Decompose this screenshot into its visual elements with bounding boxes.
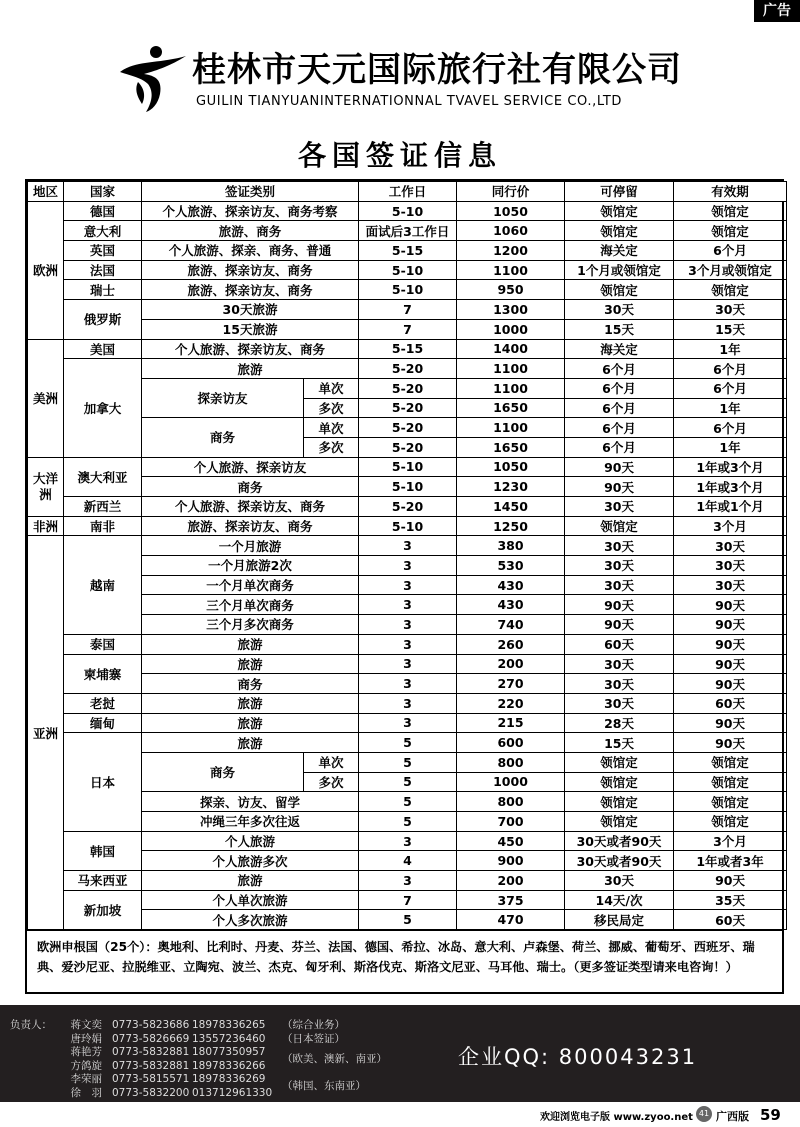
region-cell: 亚洲 [28,536,64,930]
table-row [28,634,787,654]
visa-type-cell: 个人旅游、探亲访友、商务 [142,339,359,359]
visa-type-cell: 30天旅游 [142,300,359,320]
header-country: 国家 [64,182,142,202]
days-cell: 3 [359,654,457,674]
days-cell: 3 [359,634,457,654]
price-cell: 200 [457,871,565,891]
validity-cell: 领馆定 [674,792,787,812]
price-cell: 740 [457,615,565,635]
days-cell: 5 [359,752,457,772]
table-row [28,378,787,398]
visa-type-cell: 个人单次旅游 [142,890,359,910]
contact-name: 徐 羽 [70,1086,102,1099]
days-cell: 3 [359,615,457,635]
days-cell: 5-20 [359,437,457,457]
visa-type-cell: 个人旅游、探亲、商务、普通 [142,241,359,261]
stay-cell: 15天 [565,319,674,339]
entry-type-cell: 单次 [304,418,359,438]
country-cell: 越南 [64,536,142,634]
visa-type-cell: 探亲、访友、留学 [142,792,359,812]
stay-cell: 30天 [565,536,674,556]
visa-type-cell: 三个月多次商务 [142,615,359,635]
price-cell: 1050 [457,457,565,477]
page-title: 各国签证信息 [297,139,502,172]
entry-type-cell: 单次 [304,752,359,772]
stay-cell: 6个月 [565,418,674,438]
visa-type-cell: 商务 [142,752,304,791]
stay-cell: 领馆定 [565,516,674,536]
price-cell: 1000 [457,772,565,792]
country-cell: 俄罗斯 [64,300,142,339]
country-cell: 柬埔寨 [64,654,142,693]
price-cell: 700 [457,812,565,832]
price-cell: 1100 [457,418,565,438]
validity-cell: 30天 [674,300,787,320]
table-row [28,595,787,615]
header-stay: 可停留 [565,182,674,202]
days-cell: 5 [359,772,457,792]
header-price: 同行价 [457,182,565,202]
stay-cell: 6个月 [565,378,674,398]
price-cell: 1050 [457,201,565,221]
visa-type-cell: 旅游 [142,359,359,379]
price-cell: 470 [457,910,565,930]
visa-type-cell: 个人旅游、探亲访友 [142,457,359,477]
days-cell: 3 [359,556,457,576]
contact-phone[interactable]: 0773-5832200 [112,1086,190,1099]
validity-cell: 90天 [674,615,787,635]
publication-name: 广西版 [716,1110,749,1123]
table-row [28,812,787,832]
days-cell: 3 [359,693,457,713]
price-cell: 450 [457,831,565,851]
price-cell: 1000 [457,319,565,339]
country-cell: 新西兰 [64,497,142,517]
stay-cell: 90天 [565,615,674,635]
stay-cell: 30天 [565,497,674,517]
days-cell: 5-10 [359,477,457,497]
country-cell: 澳大利亚 [64,457,142,496]
visa-type-cell: 探亲访友 [142,378,304,417]
days-cell: 5-10 [359,201,457,221]
visa-type-cell: 个人旅游多次 [142,851,359,871]
table-row [28,339,787,359]
stay-cell: 领馆定 [565,221,674,241]
stay-cell: 30天或者90天 [565,851,674,871]
header-working-days: 工作日 [359,182,457,202]
contact-business: （欧美、澳新、南亚） [282,1052,387,1065]
validity-cell: 90天 [674,654,787,674]
price-cell: 430 [457,595,565,615]
days-cell: 7 [359,300,457,320]
contact-mobile[interactable]: 18978336266 [192,1059,266,1072]
stay-cell: 6个月 [565,359,674,379]
header-region: 地区 [28,182,64,202]
schengen-note: 欧洲申根国（25个）：奥地利、比利时、丹麦、芬兰、法国、德国、希拉、冰岛、意大利、卢森堡、荷兰、挪威、葡萄牙、西班牙、瑞典、爱沙尼亚、拉脱维亚、立陶宛、波兰、杰克、匈牙利、斯洛伐克、斯洛文尼亚、马耳他、瑞士。（更多签证类型请来电咨询！） [27,930,782,992]
price-cell: 1650 [457,398,565,418]
contact-phone[interactable]: 0773-5826669 [112,1032,190,1045]
country-cell: 南非 [64,516,142,536]
validity-cell: 30天 [674,536,787,556]
stay-cell: 领馆定 [565,792,674,812]
price-cell: 800 [457,752,565,772]
table-header-row [28,182,787,202]
table-row [28,792,787,812]
stay-cell: 领馆定 [565,201,674,221]
website-link[interactable]: 欢迎浏览电子版 www.zyoo.net [540,1112,693,1123]
stay-cell: 90天 [565,457,674,477]
validity-cell: 领馆定 [674,280,787,300]
country-cell: 英国 [64,241,142,261]
price-cell: 530 [457,556,565,576]
days-cell: 5-10 [359,280,457,300]
country-cell: 加拿大 [64,359,142,457]
visa-type-cell: 个人旅游、探亲访友、商务考察 [142,201,359,221]
visa-type-cell: 旅游、探亲访友、商务 [142,260,359,280]
stay-cell: 90天 [565,595,674,615]
stay-cell: 30天 [565,300,674,320]
validity-cell: 35天 [674,890,787,910]
contact-mobile[interactable]: 013712961330 [192,1086,273,1099]
country-cell: 德国 [64,201,142,221]
visa-type-cell: 旅游 [142,733,359,753]
price-cell: 270 [457,674,565,694]
price-cell: 1100 [457,378,565,398]
advertisement-tag: 广告 [754,0,800,22]
visa-type-cell: 商务 [142,477,359,497]
contact-phone[interactable]: 0773-5832881 [112,1046,190,1058]
table-row [28,477,787,497]
stay-cell: 海关定 [565,241,674,261]
header-validity: 有效期 [674,182,787,202]
price-cell: 1230 [457,477,565,497]
country-cell: 缅甸 [64,713,142,733]
visa-type-cell: 旅游 [142,634,359,654]
table-row [28,201,787,221]
validity-cell: 3个月或领馆定 [674,260,787,280]
stay-cell: 30天 [565,871,674,891]
contact-label: 负责人： [10,1019,52,1031]
validity-cell: 1年或1个月 [674,497,787,517]
days-cell: 5-10 [359,457,457,477]
visa-type-cell: 个人旅游 [142,831,359,851]
days-cell: 5-10 [359,260,457,280]
validity-cell: 90天 [674,733,787,753]
contact-phone[interactable]: 0773-5832881 [112,1059,190,1072]
visa-type-cell: 15天旅游 [142,319,359,339]
stay-cell: 移民局定 [565,910,674,930]
stay-cell: 领馆定 [565,752,674,772]
validity-cell: 1年 [674,398,787,418]
contact-business: （韩国、东南亚） [282,1079,366,1092]
table-row [28,280,787,300]
table-row [28,910,787,930]
days-cell: 5 [359,910,457,930]
visa-type-cell: 商务 [142,418,304,457]
days-cell: 3 [359,713,457,733]
validity-cell: 90天 [674,595,787,615]
days-cell: 5-10 [359,516,457,536]
visa-type-cell: 三个月单次商务 [142,595,359,615]
price-cell: 200 [457,654,565,674]
price-cell: 1300 [457,300,565,320]
contact-name: 唐玲娟 [70,1032,102,1045]
days-cell: 5 [359,792,457,812]
table-row [28,713,787,733]
region-cell: 欧洲 [28,201,64,339]
days-cell: 7 [359,319,457,339]
table-row [28,241,787,261]
table-row [28,831,787,851]
table-row [28,260,787,280]
price-cell: 1100 [457,359,565,379]
contact-mobile[interactable]: 18978336269 [192,1073,266,1085]
price-cell: 1450 [457,497,565,517]
country-cell: 日本 [64,733,142,831]
contact-phone[interactable]: 0773-5815571 [112,1073,190,1085]
visa-type-cell: 一个月旅游2次 [142,556,359,576]
validity-cell: 90天 [674,871,787,891]
table-row [28,693,787,713]
stay-cell: 30天 [565,575,674,595]
issue-badge-icon: 41 [696,1106,712,1122]
days-cell: 3 [359,871,457,891]
validity-cell: 6个月 [674,241,787,261]
company-name-cn: 桂林市天元国际旅行社有限公司 [192,50,682,90]
table-row [28,359,787,379]
validity-cell: 90天 [674,713,787,733]
days-cell: 5-15 [359,339,457,359]
validity-cell: 60天 [674,910,787,930]
days-cell: 3 [359,674,457,694]
stay-cell: 30天 [565,693,674,713]
country-cell: 意大利 [64,221,142,241]
table-row [28,674,787,694]
days-cell: 5-20 [359,378,457,398]
validity-cell: 6个月 [674,418,787,438]
stay-cell: 6个月 [565,398,674,418]
company-name-en: GUILIN TIANYUANINTERNATIONNAL TVAVEL SERVICE CO.,LTD [196,94,623,109]
country-cell: 泰国 [64,634,142,654]
country-cell: 瑞士 [64,280,142,300]
validity-cell: 1年或者3年 [674,851,787,871]
table-row [28,575,787,595]
visa-type-cell: 旅游 [142,693,359,713]
stay-cell: 15天 [565,733,674,753]
table-row [28,752,787,772]
validity-cell: 6个月 [674,359,787,379]
table-row [28,418,787,438]
validity-cell: 领馆定 [674,201,787,221]
validity-cell: 90天 [674,674,787,694]
country-cell: 老挝 [64,693,142,713]
validity-cell: 领馆定 [674,221,787,241]
validity-cell: 1年或3个月 [674,477,787,497]
price-cell: 950 [457,280,565,300]
stay-cell: 30天或者90天 [565,831,674,851]
table-row [28,221,787,241]
price-cell: 1650 [457,437,565,457]
table-row [28,654,787,674]
days-cell: 面试后3工作日 [359,221,457,241]
price-cell: 1400 [457,339,565,359]
table-row [28,300,787,320]
contact-business: （日本签证） [282,1032,345,1045]
header-visa-type: 签证类别 [142,182,359,202]
visa-type-cell: 冲绳三年多次往返 [142,812,359,832]
contact-phone[interactable]: 0773-5823686 [112,1019,190,1031]
days-cell: 3 [359,575,457,595]
stay-cell: 30天 [565,556,674,576]
region-cell: 大洋洲 [28,457,64,516]
contact-name: 方鸽旋 [70,1059,102,1072]
price-cell: 800 [457,792,565,812]
table-row [28,556,787,576]
visa-type-cell: 旅游、探亲访友、商务 [142,516,359,536]
page-number: 59 [760,1106,781,1124]
visa-type-cell: 旅游 [142,871,359,891]
validity-cell: 1年 [674,437,787,457]
days-cell: 5 [359,812,457,832]
table-row [28,851,787,871]
contact-name: 蒋艳芳 [70,1046,102,1058]
visa-type-cell: 一个月单次商务 [142,575,359,595]
stay-cell: 28天 [565,713,674,733]
validity-cell: 30天 [674,556,787,576]
company-logo-icon [118,42,188,114]
country-cell: 新加坡 [64,890,142,929]
days-cell: 4 [359,851,457,871]
country-cell: 韩国 [64,831,142,870]
validity-cell: 领馆定 [674,812,787,832]
validity-cell: 3个月 [674,516,787,536]
validity-cell: 30天 [674,575,787,595]
country-cell: 美国 [64,339,142,359]
validity-cell: 1年 [674,339,787,359]
stay-cell: 6个月 [565,437,674,457]
table-row [28,615,787,635]
validity-cell: 1年或3个月 [674,457,787,477]
visa-type-cell: 商务 [142,674,359,694]
visa-table-container [25,179,784,994]
contact-business: （综合业务） [282,1019,345,1031]
company-qq[interactable]: 企业QQ: 800043231 [458,1045,698,1069]
contact-mobile[interactable]: 18978336265 [192,1019,266,1031]
stay-cell: 1个月或领馆定 [565,260,674,280]
entry-type-cell: 多次 [304,398,359,418]
company-header [118,38,718,118]
validity-cell: 15天 [674,319,787,339]
stay-cell: 90天 [565,477,674,497]
price-cell: 215 [457,713,565,733]
table-row [28,457,787,477]
price-cell: 1060 [457,221,565,241]
days-cell: 5-20 [359,359,457,379]
stay-cell: 14天/次 [565,890,674,910]
days-cell: 5-20 [359,418,457,438]
days-cell: 5-20 [359,398,457,418]
entry-type-cell: 多次 [304,437,359,457]
visa-type-cell: 旅游、商务 [142,221,359,241]
validity-cell: 6个月 [674,378,787,398]
stay-cell: 30天 [565,674,674,694]
table-row [28,516,787,536]
table-row [28,497,787,517]
price-cell: 220 [457,693,565,713]
price-cell: 380 [457,536,565,556]
contact-name: 蒋文奕 [70,1019,102,1031]
price-cell: 600 [457,733,565,753]
entry-type-cell: 多次 [304,772,359,792]
days-cell: 3 [359,536,457,556]
country-cell: 法国 [64,260,142,280]
contact-mobile[interactable]: 18077350957 [192,1046,266,1058]
price-cell: 430 [457,575,565,595]
days-cell: 5-15 [359,241,457,261]
entry-type-cell: 单次 [304,378,359,398]
table-row [28,733,787,753]
contact-mobile[interactable]: 13557236460 [192,1032,266,1045]
page-footer [0,1102,800,1127]
validity-cell: 90天 [674,634,787,654]
visa-type-cell: 旅游、探亲访友、商务 [142,280,359,300]
table-row [28,536,787,556]
days-cell: 7 [359,890,457,910]
contact-footer [0,1005,800,1102]
stay-cell: 领馆定 [565,280,674,300]
price-cell: 1200 [457,241,565,261]
validity-cell: 领馆定 [674,752,787,772]
price-cell: 1100 [457,260,565,280]
days-cell: 3 [359,595,457,615]
contact-name: 李荣丽 [70,1073,102,1085]
stay-cell: 30天 [565,654,674,674]
stay-cell: 60天 [565,634,674,654]
validity-cell: 领馆定 [674,772,787,792]
stay-cell: 领馆定 [565,812,674,832]
country-cell: 马来西亚 [64,871,142,891]
days-cell: 5-20 [359,497,457,517]
visa-type-cell: 个人旅游、探亲访友、商务 [142,497,359,517]
days-cell: 5 [359,733,457,753]
visa-type-cell: 一个月旅游 [142,536,359,556]
visa-type-cell: 旅游 [142,713,359,733]
price-cell: 375 [457,890,565,910]
visa-type-cell: 旅游 [142,654,359,674]
price-cell: 1250 [457,516,565,536]
region-cell: 美洲 [28,339,64,457]
stay-cell: 领馆定 [565,772,674,792]
price-cell: 260 [457,634,565,654]
region-cell: 非洲 [28,516,64,536]
validity-cell: 60天 [674,693,787,713]
stay-cell: 海关定 [565,339,674,359]
table-row [28,871,787,891]
days-cell: 3 [359,831,457,851]
table-row [28,319,787,339]
visa-type-cell: 个人多次旅游 [142,910,359,930]
visa-table [27,181,787,930]
table-row [28,890,787,910]
validity-cell: 3个月 [674,831,787,851]
price-cell: 900 [457,851,565,871]
